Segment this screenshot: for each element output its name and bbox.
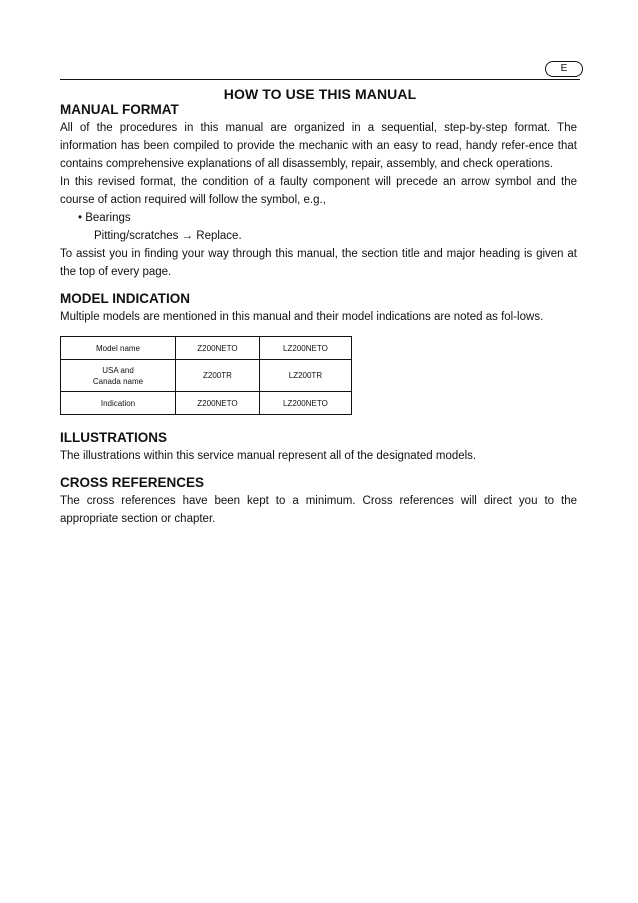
table-row bbox=[61, 360, 352, 392]
table-cell: Indication bbox=[61, 392, 176, 415]
manual-format-paragraph-1: All of the procedures in this manual are organized in a sequential, step-by-step format. The information has been compiled to provide the mechanic with an easy to read, handy refer-ence that contains comprehensive explanations of all disassembly, repair, assembly, and check operations. bbox=[60, 122, 577, 170]
table-cell: LZ200NETO bbox=[259, 337, 351, 360]
section-heading-illustrations: ILLUSTRATIONS bbox=[60, 430, 167, 445]
section-manual-format bbox=[60, 101, 577, 281]
manual-format-paragraph-3: To assist you in finding your way through this manual, the section title and major heading is given at the top of every page. bbox=[60, 248, 577, 278]
cross-references-paragraph: The cross references have been kept to a minimum. Cross references will direct you to the appropriate section or chapter. bbox=[60, 495, 577, 525]
example-bullet-detail: Pitting/scratches → Replace. bbox=[94, 230, 242, 242]
table-cell: Z200NETO bbox=[176, 337, 260, 360]
section-model-indication bbox=[60, 290, 577, 415]
example-bullet-detail-wrap bbox=[60, 227, 577, 245]
section-heading-model-indication: MODEL INDICATION bbox=[60, 291, 190, 306]
section-heading-manual-format: MANUAL FORMAT bbox=[60, 102, 179, 117]
table-cell: LZ200TR bbox=[259, 360, 351, 392]
table-cell: LZ200NETO bbox=[259, 392, 351, 415]
model-indication-paragraph: Multiple models are mentioned in this manual and their model indications are noted as fol-lows. bbox=[60, 311, 544, 323]
table-cell-multiline: USA and Canada name bbox=[61, 360, 176, 392]
manual-format-paragraph-2: In this revised format, the condition of a faulty component will precede an arrow symbol and the course of action required will follow the symbol, e.g., bbox=[60, 176, 577, 206]
section-cross-references bbox=[60, 474, 577, 528]
table-cell: Model name bbox=[61, 337, 176, 360]
table-cell: Z200TR bbox=[176, 360, 260, 392]
section-heading-cross-references: CROSS REFERENCES bbox=[60, 475, 205, 490]
model-table bbox=[60, 336, 352, 415]
table-cell: Z200NETO bbox=[176, 392, 260, 415]
language-badge: E bbox=[545, 61, 583, 77]
illustrations-paragraph: The illustrations within this service manual represent all of the designated models. bbox=[60, 450, 477, 462]
table-row bbox=[61, 337, 352, 360]
section-illustrations bbox=[60, 429, 577, 465]
example-bullet: • Bearings bbox=[78, 212, 131, 224]
table-row bbox=[61, 392, 352, 415]
header-rule bbox=[60, 79, 580, 80]
page-content bbox=[60, 101, 577, 537]
page-title: HOW TO USE THIS MANUAL bbox=[223, 86, 417, 102]
